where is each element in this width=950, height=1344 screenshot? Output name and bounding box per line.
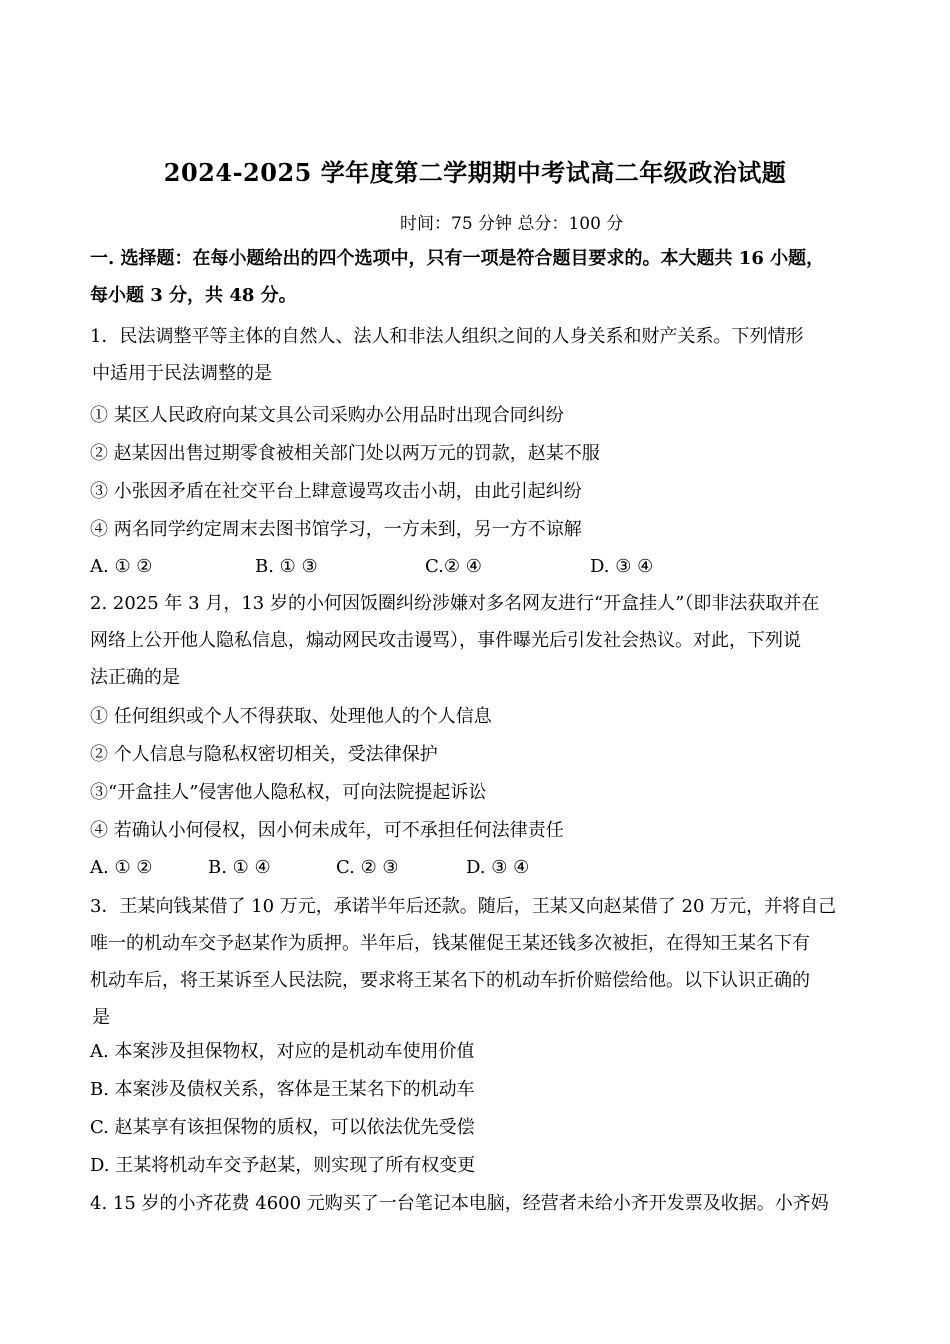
statement-item: ② 赵某因出售过期零食被相关部门处以两万元的罚款，赵某不服: [90, 443, 600, 464]
question-stem: 是: [92, 1007, 110, 1028]
statement-item: ② 个人信息与隐私权密切相关，受法律保护: [90, 744, 438, 765]
question-3-options: [90, 1033, 862, 1184]
section-1-heading: [90, 240, 862, 314]
option-d[interactable]: D. ③ ④: [590, 556, 654, 577]
question-4: [90, 1185, 862, 1222]
statement-item: ① 某区人民政府向某文具公司采购办公用品时出现合同纠纷: [90, 405, 564, 426]
question-2: [90, 585, 862, 696]
answer-options: [90, 548, 862, 585]
question-1: [90, 318, 862, 392]
option-a[interactable]: A. ① ②: [90, 857, 153, 878]
question-2-items: [90, 698, 862, 886]
question-stem: 3．王某向钱某借了 10 万元，承诺半年后还款。随后，王某又向赵某借了 20 万元，并将自己: [90, 896, 837, 917]
question-stem: 唯一的机动车交予赵某作为质押。半年后，钱某催促王某还钱多次被拒，在得知王某名下有: [90, 933, 810, 954]
exam-meta: 时间：75 分钟 总分：100 分: [400, 214, 624, 234]
question-3: [90, 888, 862, 1036]
exam-title: 2024-2025 学年度第二学期期中考试高二年级政治试题: [163, 158, 787, 187]
statement-item: ① 任何组织或个人不得获取、处理他人的个人信息: [90, 706, 492, 727]
statement-item: ③ 小张因矛盾在社交平台上肆意谩骂攻击小胡，由此引起纠纷: [90, 481, 582, 502]
section-heading-line: 每小题 3 分，共 48 分。: [90, 285, 297, 306]
question-stem: 4. 15 岁的小齐花费 4600 元购买了一台笔记本电脑，经营者未给小齐开发票及收据。小齐妈: [90, 1193, 829, 1214]
statement-item: ④ 若确认小何侵权，因小何未成年，可不承担任何法律责任: [90, 820, 564, 841]
section-heading-line: 一. 选择题：在每小题给出的四个选项中，只有一项是符合题目要求的。本大题共 16 小题，: [90, 248, 825, 269]
question-stem: 网络上公开他人隐私信息，煽动网民攻击谩骂），事件曝光后引发社会热议。对此，下列说: [90, 630, 801, 651]
option-b[interactable]: B. ① ③: [255, 556, 318, 577]
question-stem: 机动车后，将王某诉至人民法院，要求将王某名下的机动车折价赔偿给他。以下认识正确的: [90, 970, 810, 991]
option-d[interactable]: D. ③ ④: [466, 857, 530, 878]
statement-item: ③“开盒挂人”侵害他人隐私权，可向法院提起诉讼: [90, 782, 487, 803]
option-a[interactable]: A. 本案涉及担保物权，对应的是机动车使用价值: [90, 1041, 475, 1062]
option-b[interactable]: B. 本案涉及债权关系，客体是王某名下的机动车: [90, 1079, 475, 1100]
option-b[interactable]: B. ① ④: [208, 857, 271, 878]
question-1-items: [90, 397, 862, 585]
option-d[interactable]: D. 王某将机动车交予赵某，则实现了所有权变更: [90, 1155, 476, 1176]
question-stem: 2. 2025 年 3 月，13 岁的小何因饭圈纠纷涉嫌对多名网友进行“开盒挂人”（即非法获取并在: [90, 593, 820, 614]
option-c[interactable]: C. ② ③: [336, 857, 399, 878]
answer-options: [90, 849, 862, 886]
question-stem: 法正确的是: [90, 667, 180, 688]
option-c[interactable]: C.② ④: [425, 556, 482, 577]
option-c[interactable]: C. 赵某享有该担保物的质权，可以依法优先受偿: [90, 1117, 475, 1138]
statement-item: ④ 两名同学约定周末去图书馆学习，一方未到，另一方不谅解: [90, 519, 582, 540]
option-a[interactable]: A. ① ②: [90, 556, 153, 577]
question-stem: 1．民法调整平等主体的自然人、法人和非法人组织之间的人身关系和财产关系。下列情形: [90, 326, 804, 347]
question-stem: 中适用于民法调整的是: [92, 363, 272, 384]
